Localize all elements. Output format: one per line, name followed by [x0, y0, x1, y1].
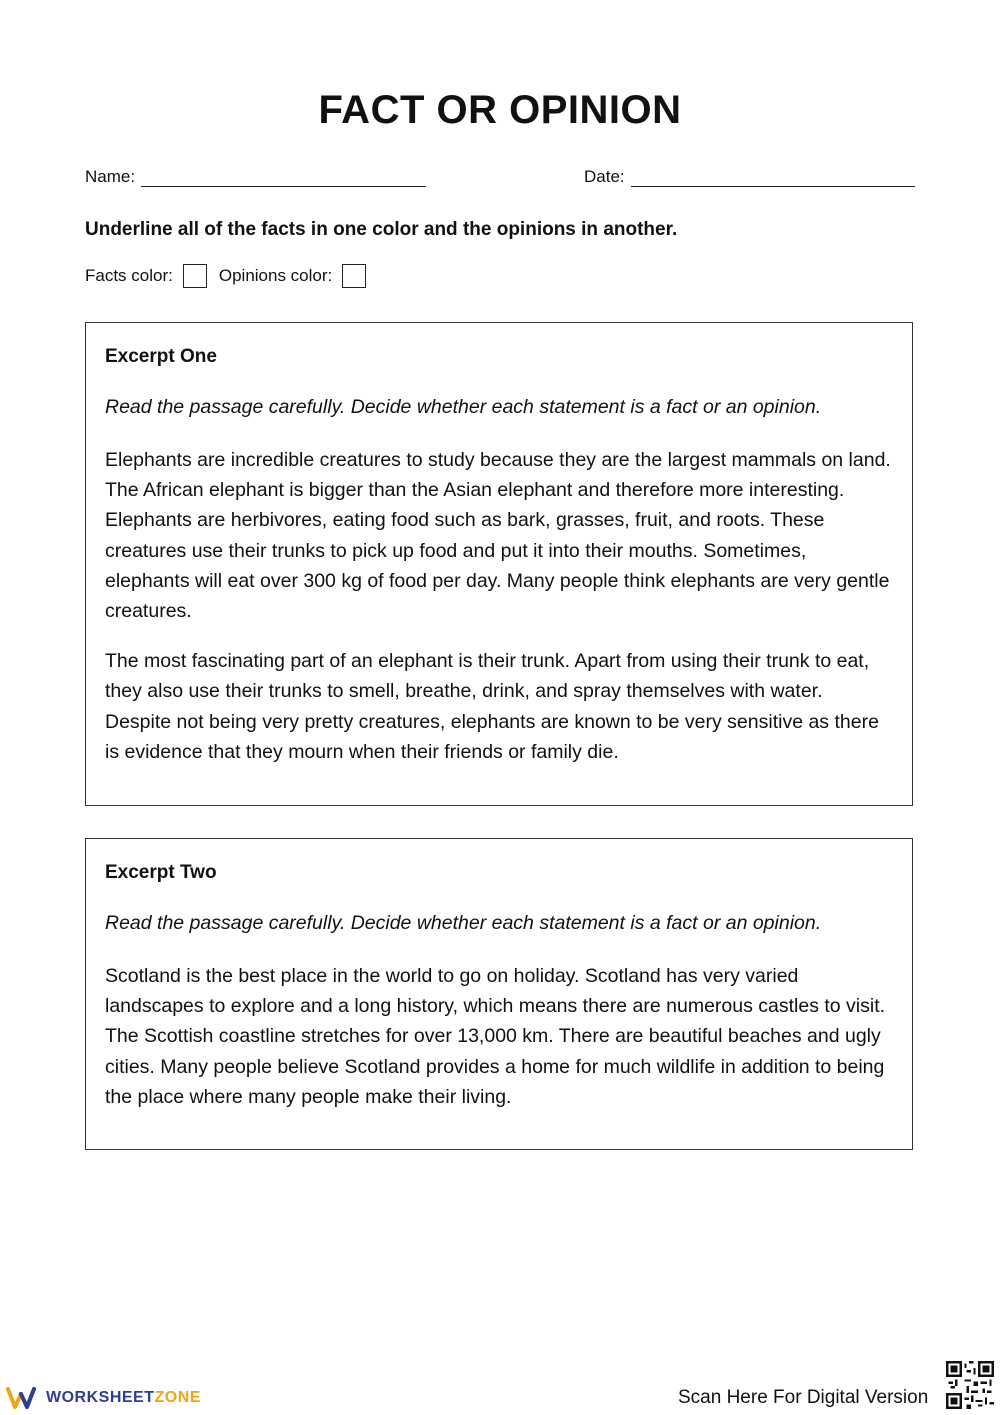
- excerpt-paragraph: Scotland is the best place in the world to go on holiday. Scotland has very varied landscapes to explore and a long history, which means there are numerous castles to visit. The Scottish coastline stretches for over 13,000 km. There are beautiful beaches and ugly cities. Many people believe Scotland provides a home for much wildlife in addition to being the place where many people make their living.: [105, 965, 886, 1108]
- logo-w-icon: [6, 1385, 42, 1411]
- excerpt-directions: Read the passage carefully. Decide whether each statement is a fact or an opinion.: [105, 912, 822, 934]
- name-field[interactable]: [85, 166, 426, 187]
- opinions-color-label: Opinions color:: [218, 266, 333, 285]
- brand-text-accent: ZONE: [154, 1389, 201, 1406]
- scan-instruction: Scan Here For Digital Version: [678, 1387, 929, 1408]
- excerpt-directions: Read the passage carefully. Decide whether each statement is a fact or an opinion.: [105, 396, 822, 418]
- opinions-color-box[interactable]: [342, 264, 366, 288]
- facts-color-box[interactable]: [183, 264, 207, 288]
- date-blank-line[interactable]: [631, 166, 915, 187]
- name-label: Name:: [85, 167, 136, 186]
- qr-code-icon[interactable]: [946, 1361, 994, 1409]
- brand-text-primary: WORKSHEET: [46, 1389, 155, 1406]
- date-label: Date:: [584, 167, 625, 186]
- color-key-row: [85, 264, 378, 288]
- excerpt-paragraph: The most fascinating part of an elephant is their trunk. Apart from using their trunk to eat, they also use their trunks to smell, breathe, drink, and spray themselves with water. Despite not being very pretty creatures, elephants are known to be very sensitive as there is evidence that they mourn when their friends or family die.: [105, 650, 879, 763]
- instruction-text: Underline all of the facts in one color and the opinions in another.: [85, 219, 678, 240]
- excerpt-paragraph: Elephants are incredible creatures to study because they are the largest mammals on land. The African elephant is bigger than the Asian elephant and therefore more interesting. Elephants are herbivores, eating food such as bark, grasses, fruit, and roots. These creatures use their trunks to pick up food and put it into their mouths. Sometimes, elephants will eat over 300 kg of food per day. Many people think elephants are very gentle creatures.: [105, 449, 891, 623]
- excerpt-heading: Excerpt Two: [105, 862, 217, 883]
- excerpt-two-box: [85, 838, 913, 1150]
- facts-color-label: Facts color:: [85, 266, 173, 285]
- name-blank-line[interactable]: [141, 166, 426, 187]
- page-title: FACT OR OPINION: [318, 88, 682, 132]
- date-field[interactable]: [584, 166, 915, 187]
- excerpt-one-box: [85, 322, 913, 806]
- worksheetzone-logo[interactable]: [6, 1385, 201, 1411]
- excerpt-heading: Excerpt One: [105, 346, 217, 367]
